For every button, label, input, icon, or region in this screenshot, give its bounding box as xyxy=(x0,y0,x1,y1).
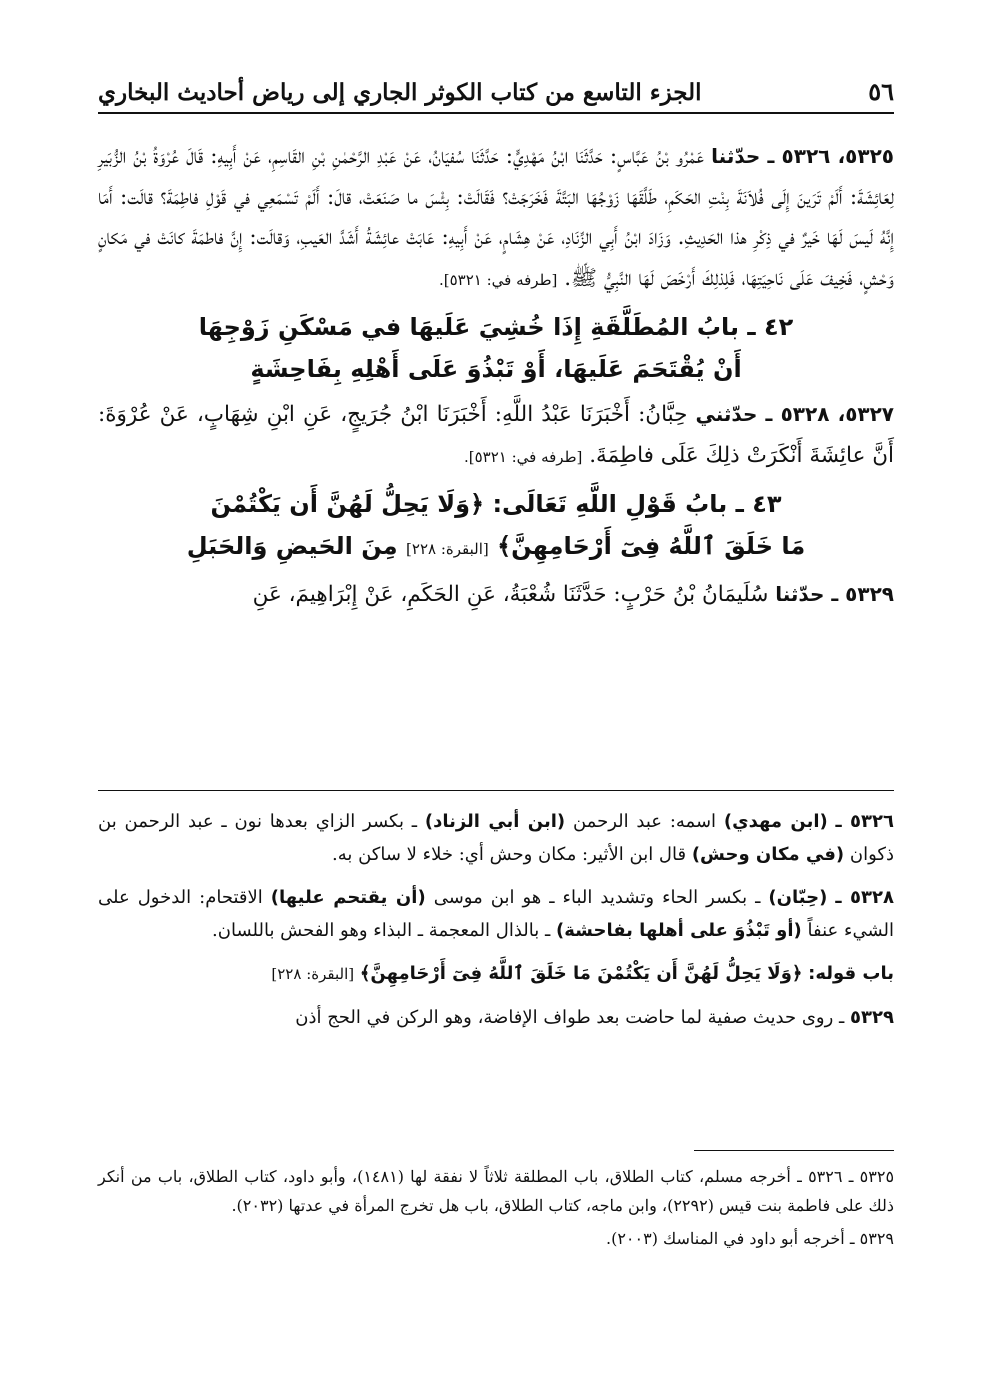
note-5329 xyxy=(98,1001,894,1034)
footnotes xyxy=(98,1162,894,1257)
footnote-number: ٥٣٢٥ ـ ٥٣٢٦ ـ xyxy=(797,1167,895,1186)
note-keyword: (أو تَبْذُوَ على أهلها بفاحشة) xyxy=(556,920,802,941)
note-keyword: (ابن مهدي) xyxy=(723,811,828,832)
hadith-text: حِبَّانُ: أَخْبَرَنَا عَبْدُ اللَّهِ: أَخْبَرَنَا ابْنُ جُرَيجٍ، عَنِ ابْنِ شِهَابٍ، عَنْ عُرْوَةَ: أَنَّ عائِشَةَ أَنْكَرَتْ ذلِكَ عَلَى فاطِمَةَ. xyxy=(98,402,894,468)
hadith-number: ٥٣٢٥، ٥٣٢٦ ـ حدّثنا xyxy=(711,144,894,168)
note-number: ٥٣٢٦ ـ xyxy=(835,811,894,832)
note-text: ـ روى حديث صفية لما حاضت بعد طواف الإفاضة، وهو الركن في الحج أذن xyxy=(295,1007,845,1028)
hadith-5329 xyxy=(98,574,894,616)
note-keyword: (حِبّان) xyxy=(768,887,828,908)
main-text xyxy=(98,136,894,616)
page-header xyxy=(98,68,894,114)
chapter-title-line: ٤٣ ـ بابُ قَوْلِ اللَّهِ تَعَالَى: ﴿وَلَا يَحِلُّ لَهُنَّ أَن يَكْتُمْنَ xyxy=(210,490,782,518)
hadith-number: ٥٣٢٩ ـ حدّثنا xyxy=(775,582,894,606)
note-5328 xyxy=(98,881,894,947)
note-keyword: (في مكان وحش) xyxy=(691,844,845,865)
note-text: الاقتحام: الدخول على الشيء عنفاً xyxy=(98,887,894,941)
chapter-title-tail: مِنَ الحَيضِ وَالحَبَلِ xyxy=(186,532,398,560)
quran-verse: مَا خَلَقَ ٱللَّهُ فِىٓ أَرْحَامِهِنَّ﴾ xyxy=(497,532,806,560)
note-text: قال ابن الأثير: مكان وحش أي: خلاء لا ساكن به. xyxy=(331,844,687,865)
hadith-5327 xyxy=(98,394,894,477)
cross-reference: [طرفه في: ٥٣٢١]. xyxy=(438,270,558,289)
bab-qawlihi xyxy=(98,957,894,991)
footnote-5325 xyxy=(98,1162,894,1220)
hadith-text: سُلَيمَانُ بْنُ حَرْبٍ: حَدَّثَنَا شُعْبَةُ، عَنِ الحَكَمِ، عَنْ إِبْرَاهِيمَ، عَنِ xyxy=(252,582,769,607)
chapter-heading-43 xyxy=(98,483,894,570)
cross-reference: [طرفه في: ٥٣٢١]. xyxy=(463,447,583,466)
chapter-title-line: ٤٢ ـ بابُ المُطَلَّقَةِ إِذَا خُشِيَ عَلَيهَا في مَسْكَنِ زَوْجِهَا xyxy=(198,313,794,341)
note-text: ـ بكسر الزاي بعدها نون ـ عبد الرحمن بن ذكوان xyxy=(98,811,894,865)
note-keyword: (ابن أبي الزناد) xyxy=(424,811,566,832)
hadith-text: عَمْرُو بْنُ عَبَّاسٍ: حَدَّثَنَا ابْنُ مَهْدِيٍّ: حَدَّثَنَا سُفيَانُ، عَنْ عَبْدِ الرَّحْمٰنِ بْنِ القَاسِمِ، عَنْ أَبِيهِ: قَالَ عُرْوَةُ بْنُ الزُّبَيرِ لِعَائِشَةَ: أَلَمْ تَرَينَ إِلَى فُلاَنَةَ بِنْتِ الحَكَمِ، طَلَّقَهَا زَوْجُهَا البَتَّةَ فَخَرَجَتْ؟ فَقَالَتْ: بِئْسَ ما صَنَعَتْ، قالَ: أَلَمْ تَسْمَعِي في قَوْلِ فاطِمَةَ؟ قالَت: أَمَا إِنَّهُ لَيسَ لَهَا خَيرٌ في ذِكْرِ هذا الحَدِيثِ. وَزَادَ ابْنُ أَبِي الزِّنَادِ، عَنْ هِشَامٍ، عَنْ أَبِيهِ: عَابَتْ عائِشَةُ أَشَدَّ العَيبِ، وَقالَت: إِنَّ فاطمَةَ كانَتْ في مَكانٍ وَحْشٍ، فَخِيفَ عَلَى نَاحِيَتِهَا، فَلِذلِكَ أَرْخَصَ لَهَا النَّبِيُّ ﷺ. xyxy=(98,144,894,291)
chapter-title-line xyxy=(98,525,894,570)
note-text: ـ بالذال المعجمة ـ البذاء وهو الفحش باللسان. xyxy=(212,920,551,941)
note-keyword: (أن يقتحم عليها) xyxy=(270,887,426,908)
verse-reference: [البقرة: ٢٢٨] xyxy=(406,540,489,558)
bab-label: باب قوله: xyxy=(808,963,894,984)
quran-verse: ﴿وَلَا يَحِلُّ لَهُنَّ أَن يَكْتُمْنَ مَا خَلَقَ ٱللَّهُ فِىٓ أَرْحَامِهِنَّ﴾ xyxy=(359,963,803,984)
commentary-divider xyxy=(98,790,894,791)
note-text: اسمه: عبد الرحمن xyxy=(572,811,717,832)
note-number: ٥٣٢٩ xyxy=(850,1007,894,1028)
commentary xyxy=(98,805,894,1044)
hadith-number: ٥٣٢٧، ٥٣٢٨ ـ حدّثني xyxy=(695,402,895,426)
chapter-heading-42 xyxy=(98,306,894,390)
note-5326 xyxy=(98,805,894,871)
verse-reference: [البقرة: ٢٢٨] xyxy=(271,965,355,983)
chapter-title-line: أَنْ يُقْتَحَمَ عَلَيهَا، أَوْ تَبْذُوَ عَلَى أَهْلِهِ بِفَاحِشَةٍ xyxy=(250,355,742,383)
footnote-text: أخرجه مسلم، كتاب الطلاق، باب المطلقة ثلاثاً لا نفقة لها (١٤٨١)، وأبو داود، كتاب الطلاق، باب من أنكر ذلك على فاطمة بنت قيس (٢٢٩٢)، وابن ماجه، كتاب الطلاق، باب هل تخرج المرأة في عدتها (٢٠٣٢). xyxy=(98,1167,894,1215)
footnote-number: ٥٣٢٩ ـ xyxy=(849,1229,894,1248)
note-text: ـ بكسر الحاء وتشديد الباء ـ هو ابن موسى xyxy=(433,887,761,908)
hadith-5325 xyxy=(98,136,894,300)
footnote-divider xyxy=(694,1150,894,1151)
page-number: ٥٦ xyxy=(868,77,894,106)
note-number: ٥٣٢٨ ـ xyxy=(835,887,894,908)
running-title: الجزء التاسع من كتاب الكوثر الجاري إلى رياض أحاديث البخاري xyxy=(98,79,702,106)
footnote-text: أخرجه أبو داود في المناسك (٢٠٠٣). xyxy=(606,1229,845,1248)
footnote-5329 xyxy=(98,1224,894,1253)
